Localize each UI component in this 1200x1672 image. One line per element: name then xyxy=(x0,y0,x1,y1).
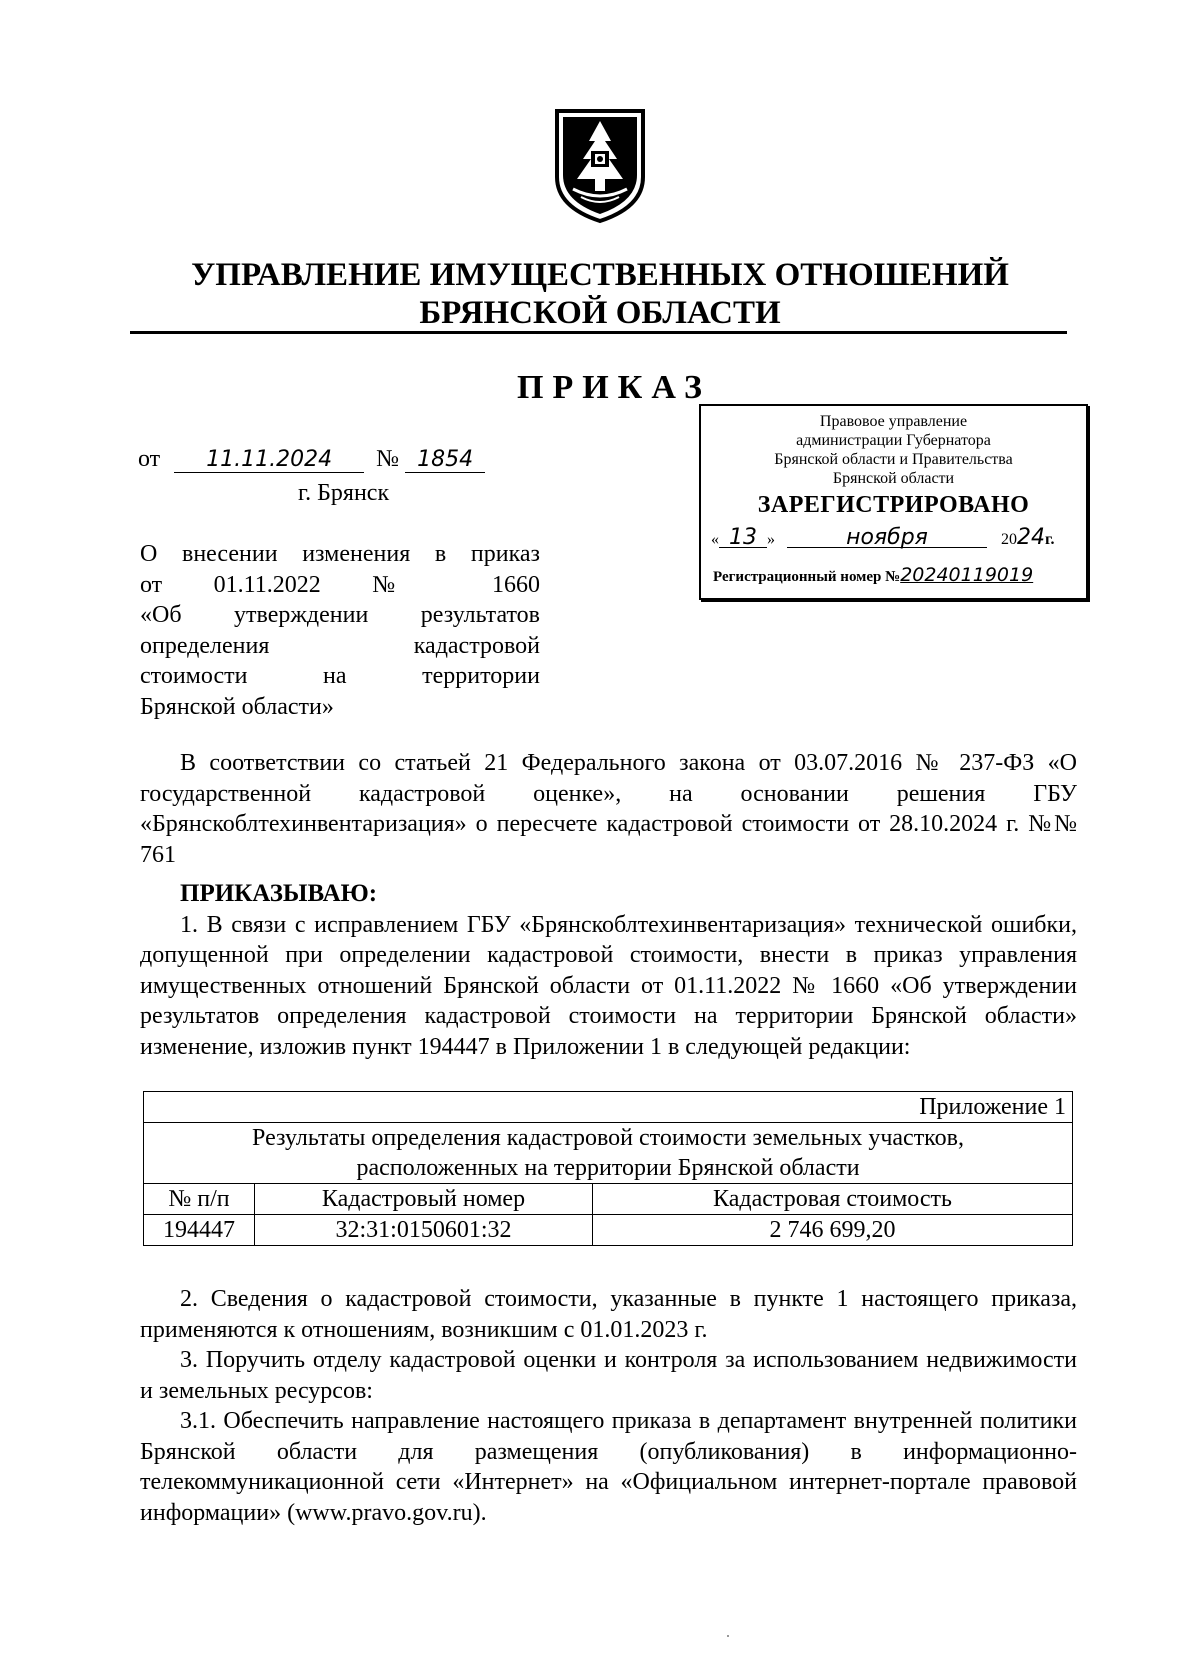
organization-name xyxy=(120,256,1080,332)
scan-speck xyxy=(727,1635,729,1637)
item-1: 1. В связи с исправлением ГБУ «Брянскоблтехинвентаризация» технической ошибки, допущенной при определении кадастровой стоимости, внести в приказ управления имущественных отношений Брянской области от 01.11.2022 № 1660 «Об утверждении результатов определения кадастровой стоимости на территории Брянской области» изменение, изложив пункт 194447 в Приложении 1 в следующей редакции: xyxy=(140,911,1077,1060)
stamp-year-prefix: 20 xyxy=(1001,531,1017,548)
subject-line: определения кадастровой xyxy=(140,632,540,659)
subject-line: Брянской области» xyxy=(140,693,334,720)
stamp-line-1: Правовое управление xyxy=(819,413,968,430)
stamp-year-unit: г. xyxy=(1045,531,1055,548)
stamp-reg-number: 20240119019 xyxy=(900,564,1034,586)
preamble xyxy=(140,748,1077,870)
item-3: 3. Поручить отделу кадастровой оценки и контроля за использованием недвижимости и земельных ресурсов: xyxy=(140,1347,1077,1404)
stamp-line-2: администрации Губернатора xyxy=(796,432,991,449)
remaining-items xyxy=(140,1284,1077,1528)
header-divider xyxy=(130,331,1067,334)
subject-line: от 01.11.2022 № 1660 xyxy=(140,571,540,598)
item-3-1: 3.1. Обеспечить направление настоящего приказа в департамент внутренней политики Брянской области для размещения (опубликования) в информационно-телекоммуникационной сети «Интернет» на «Официальном интернет-портале правовой информации» (www.pravo.gov.ru). xyxy=(140,1408,1077,1526)
order-date: 11.11.2024 xyxy=(174,447,364,473)
header-cell: Кадастровый номер xyxy=(255,1184,593,1215)
subject-line: «Об утверждении результатов xyxy=(140,602,540,628)
stamp-day: 13 xyxy=(719,528,767,548)
from-label: от xyxy=(138,446,161,472)
document-type: ПРИКАЗ xyxy=(517,369,711,406)
attachment-caption xyxy=(144,1123,1073,1184)
item-2: 2. Сведения о кадастровой стоимости, указанные в пункте 1 настоящего приказа, применяются к отношениям, возникшим с 01.01.2023 г. xyxy=(140,1286,1077,1343)
registration-stamp xyxy=(699,404,1088,600)
table-header-row xyxy=(144,1184,1073,1215)
caption-line-1: Результаты определения кадастровой стоимости земельных участков, xyxy=(252,1125,964,1151)
stamp-registered: ЗАРЕГИСТРИРОВАНО xyxy=(757,492,1030,518)
org-line-2: БРЯНСКОЙ ОБЛАСТИ xyxy=(419,295,781,331)
table-cell: 194447 xyxy=(144,1215,255,1246)
stamp-reg-line xyxy=(713,566,1078,592)
subject-line: О внесении изменения в приказ xyxy=(140,541,540,567)
attachment-label: Приложение 1 xyxy=(144,1092,1073,1123)
header-cell: Кадастровая стоимость xyxy=(593,1184,1073,1215)
table-cell: 32:31:0150601:32 xyxy=(255,1215,593,1246)
stamp-year-suffix: 24 xyxy=(1017,525,1045,550)
org-line-1: УПРАВЛЕНИЕ ИМУЩЕСТВЕННЫХ ОТНОШЕНИЙ xyxy=(191,257,1009,293)
subject-line: стоимости на территории xyxy=(140,663,540,689)
table-row xyxy=(144,1215,1073,1246)
order-city: г. Брянск xyxy=(298,480,390,506)
stamp-line-3: Брянской области и Правительства xyxy=(774,451,1013,468)
stamp-reg-label: Регистрационный номер № xyxy=(713,569,901,585)
order-number: 1854 xyxy=(405,447,485,473)
coat-of-arms-emblem xyxy=(551,107,649,225)
stamp-month: ноября xyxy=(787,528,987,548)
order-section xyxy=(140,879,1077,1062)
order-word: ПРИКАЗЫВАЮ: xyxy=(180,880,378,907)
attachment-table xyxy=(143,1091,1073,1246)
order-date-number xyxy=(138,446,485,473)
preamble-text: В соответствии со статьей 21 Федерального закона от 03.07.2016 № 237-ФЗ «О государственной кадастровой оценке», на основании решения ГБУ «Брянскоблтехинвентаризация» о пересчете кадастровой стоимости от 28.10.2024 г. №№ 761 xyxy=(140,750,1077,868)
number-label: № xyxy=(376,446,400,472)
header-cell: № п/п xyxy=(144,1184,255,1215)
caption-line-2: расположенных на территории Брянской области xyxy=(356,1155,860,1181)
order-subject xyxy=(140,539,540,722)
stamp-line-4: Брянской области xyxy=(832,470,955,487)
stamp-date-line: « 13 » ноября 2024г. xyxy=(711,525,1055,550)
table-cell: 2 746 699,20 xyxy=(593,1215,1073,1246)
